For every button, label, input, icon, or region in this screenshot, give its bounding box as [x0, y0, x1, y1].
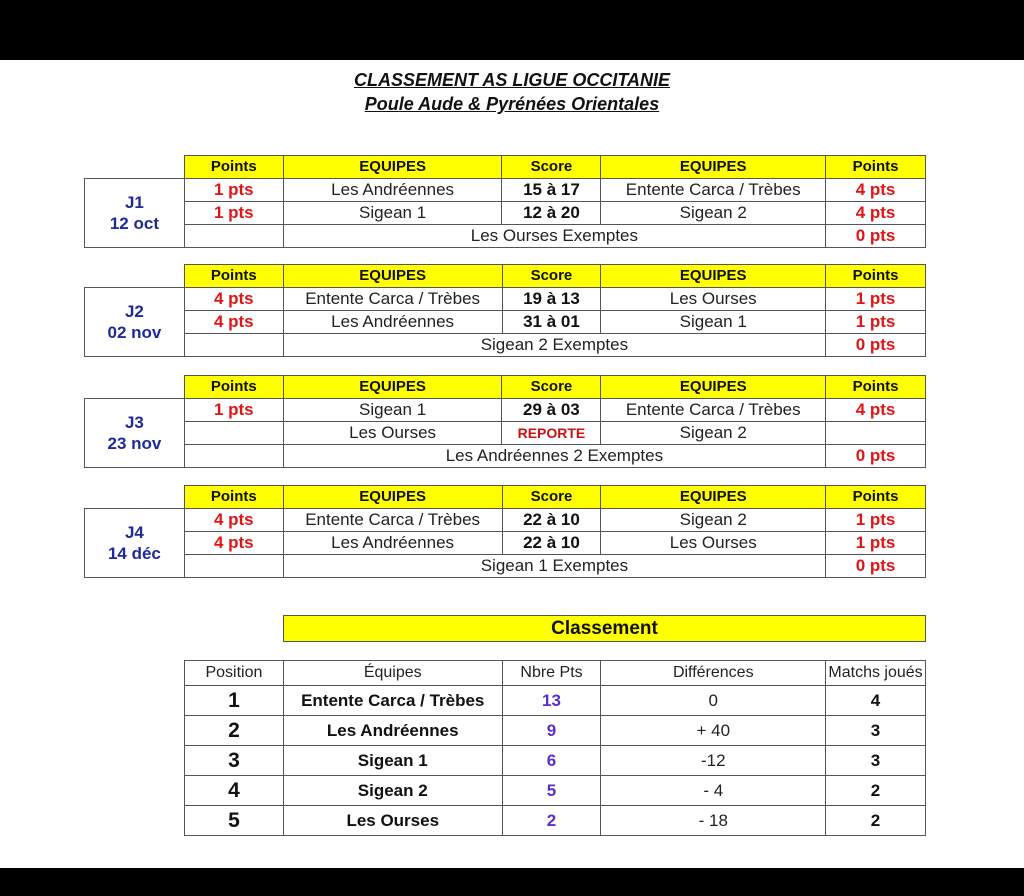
match-row — [85, 421, 926, 444]
team-name: Entente Carca / Trèbes — [283, 686, 502, 716]
exempt-row — [85, 444, 926, 467]
match-score: REPORTE — [502, 421, 601, 444]
home-points: 4 pts — [184, 508, 283, 531]
position: 5 — [185, 806, 284, 836]
col-points: Points — [826, 376, 926, 399]
away-team: Sigean 2 — [601, 508, 826, 531]
home-team: Les Andréennes — [283, 178, 502, 201]
position: 4 — [185, 776, 284, 806]
match-row — [85, 508, 926, 531]
exempt-team: Sigean 2 Exemptes — [283, 333, 825, 356]
home-team: Entente Carca / Trèbes — [283, 508, 502, 531]
home-team: Sigean 1 — [283, 201, 502, 224]
matchday-date: 12 oct — [109, 213, 159, 233]
standings-table — [184, 660, 926, 836]
col-teams: EQUIPES — [601, 265, 826, 288]
match-row — [85, 201, 926, 224]
away-points — [826, 421, 926, 444]
match-score: 22 à 10 — [502, 531, 601, 554]
match-score: 19 à 13 — [502, 287, 601, 310]
exempt-team: Sigean 1 Exemptes — [283, 554, 825, 577]
home-points: 1 pts — [184, 201, 283, 224]
team-points: 6 — [502, 746, 601, 776]
match-row — [85, 531, 926, 554]
matchday-number: J1 — [124, 192, 144, 212]
document-page — [0, 60, 1024, 868]
match-row — [85, 178, 926, 201]
away-points: 1 pts — [826, 310, 926, 333]
exempt-row — [85, 554, 926, 577]
home-points: 4 pts — [184, 310, 283, 333]
col-points: Points — [184, 376, 283, 399]
document-title: CLASSEMENT AS LIGUE OCCITANIE — [353, 70, 670, 90]
exempt-row — [85, 224, 926, 247]
matchday-label — [85, 287, 185, 356]
match-score: 31 à 01 — [502, 310, 601, 333]
team-name: Sigean 2 — [283, 776, 502, 806]
team-points: 5 — [502, 776, 601, 806]
matchday-label — [85, 508, 185, 577]
col-position: Position — [185, 661, 284, 686]
col-points: Nbre Pts — [502, 661, 601, 686]
team-points: 9 — [502, 716, 601, 746]
away-team: Sigean 1 — [601, 310, 826, 333]
home-points — [184, 421, 283, 444]
exempt-team: Les Andréennes 2 Exemptes — [283, 444, 825, 467]
col-score: Score — [502, 265, 601, 288]
matchday-date: 23 nov — [107, 433, 162, 453]
home-points: 4 pts — [184, 287, 283, 310]
col-points: Points — [826, 265, 926, 288]
away-points: 4 pts — [826, 201, 926, 224]
match-row — [85, 398, 926, 421]
matchday-date: 02 nov — [107, 322, 162, 342]
col-differences: Différences — [601, 661, 826, 686]
col-points: Points — [826, 486, 926, 509]
col-points: Points — [184, 486, 283, 509]
match-score: 12 à 20 — [502, 201, 601, 224]
away-team: Sigean 2 — [601, 201, 826, 224]
home-points: 4 pts — [184, 531, 283, 554]
col-points: Points — [184, 156, 283, 179]
matchday-date: 14 déc — [107, 543, 161, 563]
matchday-header — [85, 486, 926, 509]
empty-cell — [184, 224, 283, 247]
matchday-table-j3 — [84, 375, 926, 468]
away-team: Entente Carca / Trèbes — [601, 178, 826, 201]
match-score: 29 à 03 — [502, 398, 601, 421]
document-subtitle: Poule Aude & Pyrénées Orientales — [364, 94, 660, 114]
matches-played: 4 — [826, 686, 926, 716]
team-name: Les Ourses — [283, 806, 502, 836]
position: 1 — [185, 686, 284, 716]
away-points: 4 pts — [826, 178, 926, 201]
home-points: 1 pts — [184, 178, 283, 201]
away-points: 1 pts — [826, 508, 926, 531]
matches-played: 3 — [826, 716, 926, 746]
col-score: Score — [502, 486, 601, 509]
matchday-number: J2 — [124, 301, 144, 321]
matchday-label — [85, 398, 185, 467]
home-team: Entente Carca / Trèbes — [283, 287, 502, 310]
standings-row — [185, 776, 926, 806]
standings-header — [185, 661, 926, 686]
matchday-number: J4 — [124, 522, 144, 542]
col-teams: EQUIPES — [283, 376, 502, 399]
away-team: Entente Carca / Trèbes — [601, 398, 826, 421]
col-teams: EQUIPES — [601, 486, 826, 509]
exempt-points: 0 pts — [826, 333, 926, 356]
team-points: 13 — [502, 686, 601, 716]
col-score: Score — [502, 156, 601, 179]
goal-difference: - 18 — [601, 806, 826, 836]
matchday-header — [85, 265, 926, 288]
matchday-table-j1 — [84, 155, 926, 248]
away-points: 1 pts — [826, 531, 926, 554]
matchday-label — [85, 178, 185, 247]
match-score: 22 à 10 — [502, 508, 601, 531]
col-points: Points — [826, 156, 926, 179]
away-team: Sigean 2 — [601, 421, 826, 444]
matchday-table-j4 — [84, 485, 926, 578]
col-score: Score — [502, 376, 601, 399]
empty-cell — [184, 333, 283, 356]
matches-played: 2 — [826, 776, 926, 806]
standings-row — [185, 716, 926, 746]
away-team: Les Ourses — [601, 287, 826, 310]
exempt-row — [85, 333, 926, 356]
away-points: 4 pts — [826, 398, 926, 421]
goal-difference: 0 — [601, 686, 826, 716]
team-points: 2 — [502, 806, 601, 836]
exempt-points: 0 pts — [826, 554, 926, 577]
col-matches-played: Matchs joués — [826, 661, 926, 686]
matches-played: 2 — [826, 806, 926, 836]
goal-difference: + 40 — [601, 716, 826, 746]
goal-difference: -12 — [601, 746, 826, 776]
col-teams: EQUIPES — [283, 156, 502, 179]
match-row — [85, 287, 926, 310]
position: 2 — [185, 716, 284, 746]
matches-played: 3 — [826, 746, 926, 776]
home-points: 1 pts — [184, 398, 283, 421]
exempt-points: 0 pts — [826, 444, 926, 467]
col-teams: EQUIPES — [283, 486, 502, 509]
away-team: Les Ourses — [601, 531, 826, 554]
standings-row — [185, 746, 926, 776]
match-row — [85, 310, 926, 333]
exempt-team: Les Ourses Exemptes — [283, 224, 825, 247]
matchday-header — [85, 376, 926, 399]
standings-row — [185, 806, 926, 836]
goal-difference: - 4 — [601, 776, 826, 806]
empty-cell — [184, 444, 283, 467]
matchday-header — [85, 156, 926, 179]
standings-row — [185, 686, 926, 716]
position: 3 — [185, 746, 284, 776]
col-teams: EQUIPES — [283, 265, 502, 288]
match-score: 15 à 17 — [502, 178, 601, 201]
home-team: Sigean 1 — [283, 398, 502, 421]
matchday-number: J3 — [124, 412, 144, 432]
col-teams: EQUIPES — [601, 156, 826, 179]
empty-cell — [184, 554, 283, 577]
col-teams: Équipes — [283, 661, 502, 686]
team-name: Les Andréennes — [283, 716, 502, 746]
col-points: Points — [184, 265, 283, 288]
col-teams: EQUIPES — [601, 376, 826, 399]
classement-title: Classement — [283, 615, 926, 642]
exempt-points: 0 pts — [826, 224, 926, 247]
team-name: Sigean 1 — [283, 746, 502, 776]
home-team: Les Ourses — [283, 421, 502, 444]
home-team: Les Andréennes — [283, 310, 502, 333]
away-points: 1 pts — [826, 287, 926, 310]
home-team: Les Andréennes — [283, 531, 502, 554]
matchday-table-j2 — [84, 264, 926, 357]
